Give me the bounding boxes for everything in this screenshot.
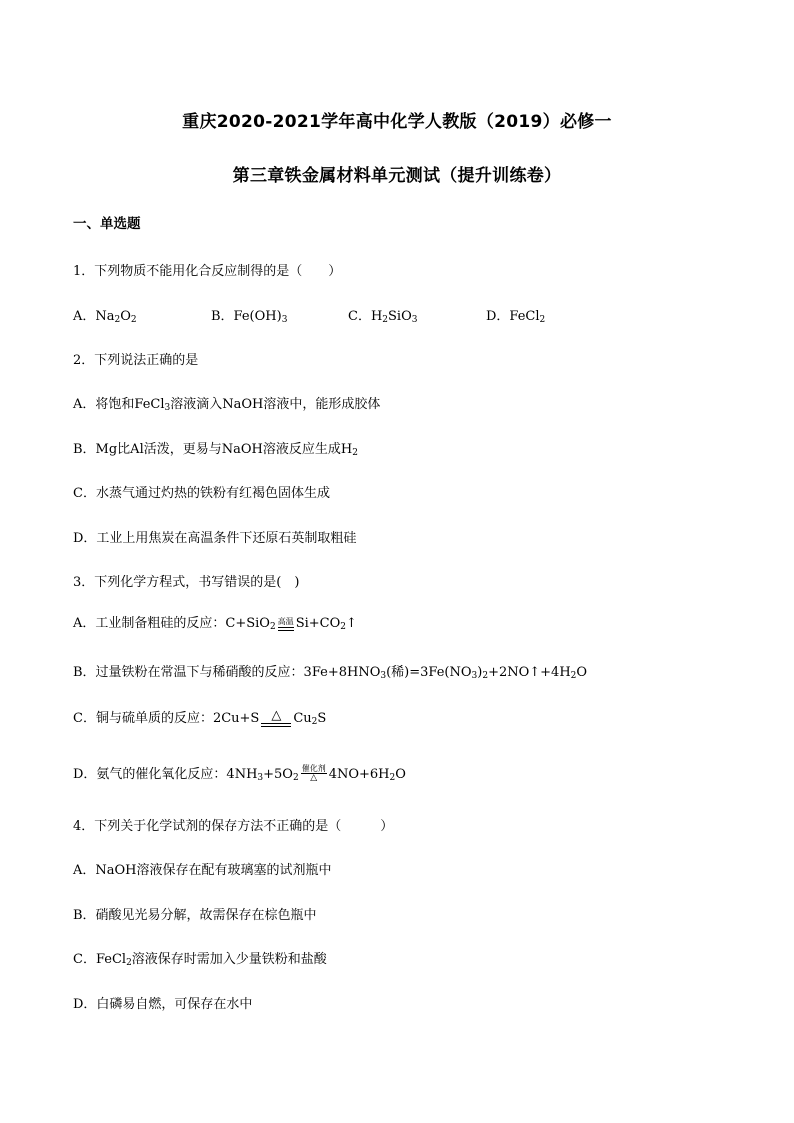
- question-1-option-b: B．$Fe(OH)_3$: [211, 309, 288, 325]
- question-2-stem: 2．下列说法正确的是: [73, 353, 199, 368]
- title-line-1: 重庆2020-2021学年高中化学人教版（2019）必修一: [182, 112, 612, 132]
- question-4-option-b: B．硝酸见光易分解，故需保存在棕色瓶中: [73, 908, 317, 923]
- reaction-condition-heat: △: [261, 710, 291, 727]
- question-3-option-d: D．氨气的催化氧化反应：$4NH_3+5O_2$ 催化剂 △ $4NO+6H_2O$: [73, 764, 406, 783]
- question-3-stem: 3．下列化学方程式，书写错误的是( ): [73, 575, 300, 590]
- title-line-2: 第三章铁金属材料单元测试（提升训练卷）: [232, 166, 562, 186]
- question-4-stem: 4．下列关于化学试剂的保存方法不正确的是（ ）: [73, 819, 394, 834]
- question-2-option-c: C．水蒸气通过灼热的铁粉有红褐色固体生成: [73, 486, 330, 501]
- question-2-option-b: B．Mg比Al活泼，更易与NaOH溶液反应生成$H_2$: [73, 442, 358, 458]
- question-2-option-a: A．将饱和FeCl$_3$溶液滴入NaOH溶液中，能形成胶体: [73, 397, 381, 413]
- question-1-stem: 1．下列物质不能用化合反应制得的是（ ）: [73, 264, 342, 279]
- question-3-option-c: C．铜与硫单质的反应：2Cu+S △ $Cu_2S$: [73, 708, 327, 727]
- reaction-condition-high-temp: 高温: [278, 617, 294, 631]
- question-1-option-d: D．FeCl$_2$: [486, 309, 546, 325]
- question-4-option-a: A．NaOH溶液保存在配有玻璃塞的试剂瓶中: [73, 863, 332, 878]
- question-1-option-c: C．$H_2SiO_3$: [348, 309, 418, 325]
- section-heading: 一、单选题: [73, 216, 141, 232]
- question-4-option-d: D．白磷易自燃，可保存在水中: [73, 997, 253, 1012]
- question-4-option-c: C．FeCl$_2$溶液保存时需加入少量铁粉和盐酸: [73, 952, 327, 968]
- question-1-option-a: A．$Na_2O_2$: [73, 309, 137, 325]
- question-3-option-a: A．工业制备粗硅的反应：C+SiO$_2$ 高温 $Si+CO_2↑$: [73, 616, 357, 632]
- question-3-option-b: B．过量铁粉在常温下与稀硝酸的反应：$3Fe+8HNO_3$(稀)$=3Fe(NO_3)_2+2NO↑+4H_2O$: [73, 665, 588, 681]
- question-2-option-d: D．工业上用焦炭在高温条件下还原石英制取粗硅: [73, 531, 357, 546]
- reaction-condition-catalyst: 催化剂 △: [301, 764, 326, 783]
